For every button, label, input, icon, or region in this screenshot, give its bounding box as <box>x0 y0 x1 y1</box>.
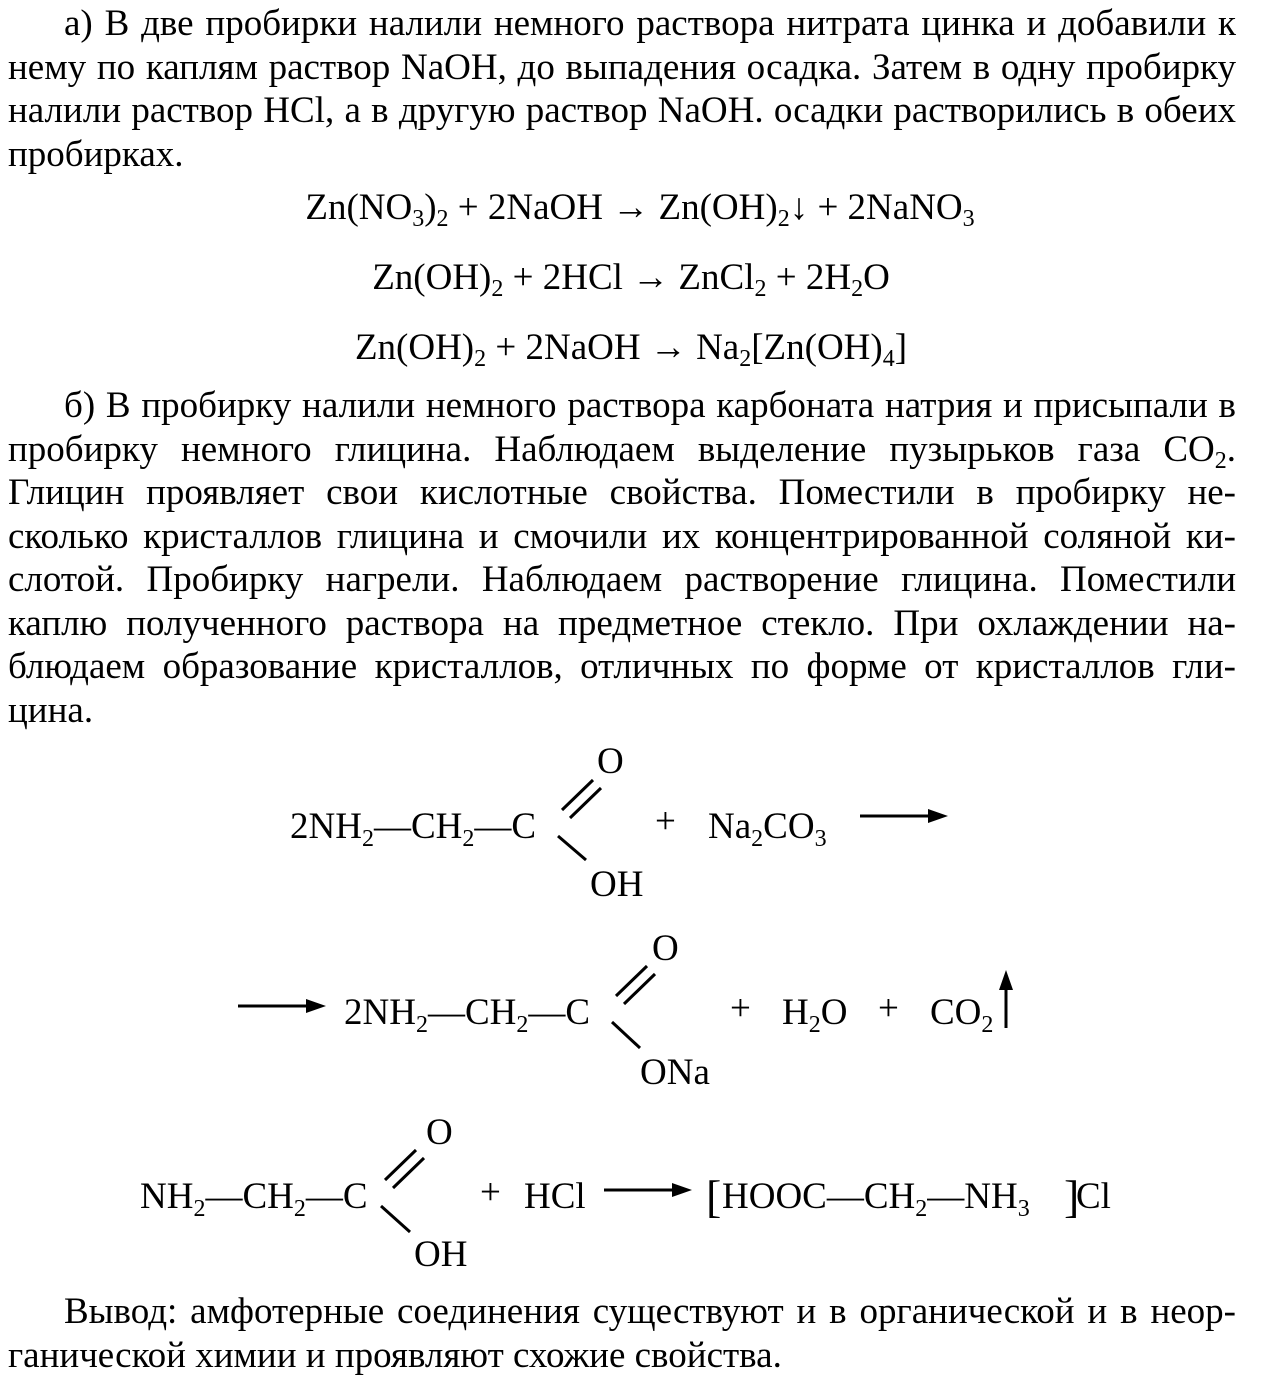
eq1-part1: Zn(NO <box>305 187 413 228</box>
r2-plus-1: + <box>730 988 751 1029</box>
eq1-sub4: 3 <box>962 206 975 232</box>
eq1-sub1: 3 <box>412 206 425 232</box>
r1-arrow-head <box>928 809 948 823</box>
eq3-part1: Zn(OH) <box>354 327 475 368</box>
r3-bracket-right: ] <box>1064 1171 1080 1222</box>
eq3-sub2: 2 <box>739 346 752 372</box>
conclusion-paragraph <box>8 1290 1236 1377</box>
eq1-sub3: 2 <box>777 206 790 232</box>
r3-plus: + <box>480 1172 501 1213</box>
paragraph-a-text: а) В две пробирки налили немного раствора нитрата цинка и добавили к нему по каплям раствор NaOH, до выпадения осадка. Затем в одну пробирку налили раствор HCl, а в другую раствор NaOH. осадки растворились в обеих пробирках. <box>8 3 1236 175</box>
r2-oxygen: O <box>652 928 679 969</box>
eq3-part3: [Zn(OH) <box>751 327 883 368</box>
r3-bracket-left: [ <box>706 1171 722 1222</box>
eq3-part2: + 2NaOH → Na <box>486 327 740 368</box>
r2-arrow-head <box>306 999 326 1013</box>
r3-chloride: Cl <box>1076 1176 1111 1217</box>
r3-product: $HOOC—CH_2—NH_3$ <box>722 1176 1030 1222</box>
paragraph-b-lead: б) В пробирку налили немного раствора карбоната натрия и присыпали в пробирку немного глицина. Наблюдаем выделение пузырьков газа CO <box>8 385 1236 470</box>
reaction-glycine-products <box>238 928 1013 1093</box>
eq1-sub2: 2 <box>436 206 449 232</box>
eq3-sub3: 4 <box>882 346 895 372</box>
r3-single-bond <box>381 1206 410 1232</box>
r2-water: $H_2O$ <box>782 992 848 1038</box>
r2-plus-2: + <box>878 988 899 1029</box>
eq2-sub2: 2 <box>754 276 767 302</box>
paragraph-b-tail: . Глицин проявляет свои кислотные свойства. Поместили в пробирку несколько кристаллов глицина и смочили их концентрированной соляной кислотой. Пробирку нагрели. Наблюдаем растворение глицина. Поместили каплю полученного раствора на предметное стекло. При охлаждении наблюдаем образование кристаллов, отличных по форме от кристаллов глицина. <box>8 428 1236 731</box>
r2-single-bond <box>612 1022 640 1048</box>
r3-hydroxyl: OH <box>414 1234 468 1275</box>
paragraph-b-subscript: 2 <box>1214 447 1227 474</box>
reaction-glycine-sodium-carbonate <box>290 741 948 905</box>
r3-hcl: HCl <box>524 1176 586 1217</box>
r1-sodium-carbonate: $Na_2CO_3$ <box>708 806 827 852</box>
r2-double-bond-a <box>616 966 647 996</box>
r1-single-bond <box>558 836 586 860</box>
eq1-part2: ) <box>424 187 437 228</box>
r1-reactant: $2NH_2—CH_2—C$ <box>290 806 537 852</box>
gas-arrow-head <box>999 970 1013 990</box>
r3-arrow-head <box>672 1183 692 1197</box>
r1-hydroxyl: OH <box>590 864 644 905</box>
reaction-glycine-hcl <box>140 1112 1111 1275</box>
r3-oxygen: O <box>426 1112 453 1153</box>
conclusion-text: Вывод: амфотерные соединения существуют и в органической и в неорганической химии и проявляют схожие свойства. <box>8 1291 1236 1376</box>
r1-double-bond-b <box>570 788 601 818</box>
eq2-part3: + 2H <box>766 257 852 298</box>
eq2-part4: O <box>863 257 890 298</box>
r2-double-bond-b <box>624 974 655 1004</box>
eq1-part4: ↓ + 2NaNO <box>789 187 963 228</box>
eq2-sub1: 2 <box>491 276 504 302</box>
eq2-part1: Zn(OH) <box>372 257 492 298</box>
r1-oxygen: O <box>597 741 624 782</box>
r2-sodium-oxide: ONa <box>640 1052 710 1093</box>
r3-double-bond-a <box>385 1150 416 1180</box>
eq3-part4: ] <box>894 327 908 368</box>
r3-double-bond-b <box>393 1158 424 1188</box>
r1-plus: + <box>655 801 676 842</box>
r1-double-bond-a <box>562 780 593 810</box>
eq1-part3: + 2NaOH → Zn(OH) <box>448 187 778 228</box>
r2-carbon-dioxide: $CO_2$ <box>930 992 994 1038</box>
r2-product: $2NH_2—CH_2—C$ <box>344 992 591 1038</box>
eq2-sub3: 2 <box>851 276 864 302</box>
eq2-part2: + 2HCl → ZnCl <box>503 257 755 298</box>
r3-reactant: $NH_2—CH_2—C$ <box>140 1176 368 1222</box>
eq3-sub1: 2 <box>474 346 487 372</box>
